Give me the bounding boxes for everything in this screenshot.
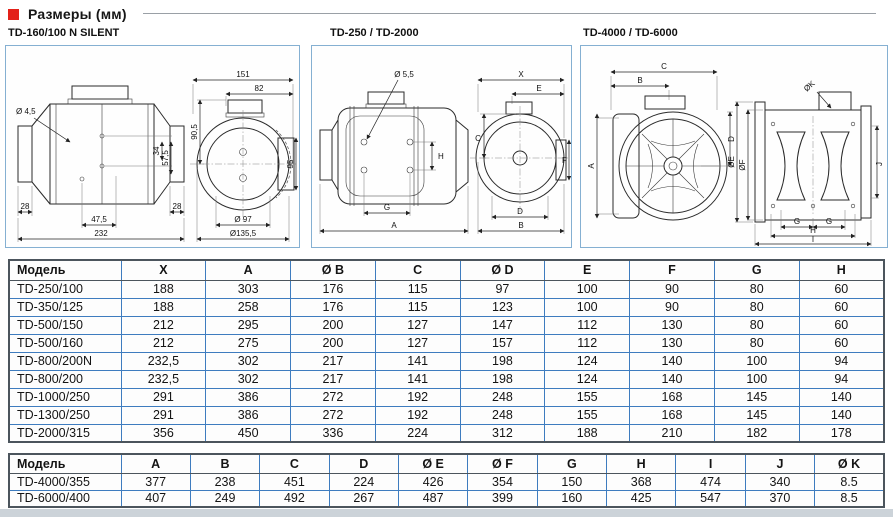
value-cell: 127: [375, 316, 460, 334]
value-cell: 312: [460, 424, 545, 442]
value-cell: 407: [121, 490, 190, 507]
table-header-row: [9, 260, 884, 280]
value-cell: 150: [537, 473, 606, 490]
value-cell: 377: [121, 473, 190, 490]
td4000-side-view: [727, 78, 884, 246]
table-row: [9, 370, 884, 388]
value-cell: 295: [206, 316, 291, 334]
value-cell: 450: [206, 424, 291, 442]
dim-label-f: ØF: [738, 159, 747, 171]
dimension-column-header: A: [206, 260, 291, 280]
value-cell: 100: [545, 280, 630, 298]
value-cell: 176: [291, 298, 376, 316]
value-cell: 8.5: [815, 490, 884, 507]
table-row: [9, 490, 884, 507]
value-cell: 188: [121, 298, 206, 316]
value-cell: 90: [630, 280, 715, 298]
model-cell: TD-350/125: [9, 298, 121, 316]
value-cell: 60: [799, 280, 884, 298]
value-cell: 212: [121, 316, 206, 334]
dimension-column-header: I: [676, 454, 745, 473]
value-cell: 291: [121, 406, 206, 424]
dim-label-height-right: 95: [286, 159, 295, 169]
value-cell: 198: [460, 370, 545, 388]
drawing-box-td160: [5, 45, 300, 248]
value-cell: 155: [545, 388, 630, 406]
dimension-column-header: C: [375, 260, 460, 280]
model-column-header: Модель: [9, 454, 121, 473]
value-cell: 232,5: [121, 352, 206, 370]
dimension-column-header: X: [121, 260, 206, 280]
value-cell: 178: [799, 424, 884, 442]
value-cell: 140: [799, 406, 884, 424]
model-cell: TD-250/100: [9, 280, 121, 298]
dimension-column-header: H: [799, 260, 884, 280]
dim-label-duct-right: 28: [172, 202, 182, 211]
dimension-column-header: D: [329, 454, 398, 473]
value-cell: 291: [121, 388, 206, 406]
value-cell: 127: [375, 334, 460, 352]
value-cell: 124: [545, 370, 630, 388]
value-cell: 97: [460, 280, 545, 298]
value-cell: 100: [714, 352, 799, 370]
value-cell: 492: [260, 490, 329, 507]
dim-label-f: F: [562, 156, 567, 165]
dim-label-v-inner: 34: [152, 146, 161, 156]
dimension-column-header: G: [537, 454, 606, 473]
model-cell: TD-4000/355: [9, 473, 121, 490]
value-cell: 115: [375, 280, 460, 298]
value-cell: 336: [291, 424, 376, 442]
dim-label-k: ØK: [802, 78, 817, 94]
value-cell: 182: [714, 424, 799, 442]
table-row: [9, 406, 884, 424]
value-cell: 192: [375, 406, 460, 424]
model-cell: TD-800/200N: [9, 352, 121, 370]
dim-label-b: B: [637, 76, 643, 85]
dim-label-v-outer: 57,5: [161, 150, 170, 166]
dimension-column-header: Ø K: [815, 454, 884, 473]
dim-label-a: A: [391, 221, 397, 230]
value-cell: 168: [630, 388, 715, 406]
value-cell: 356: [121, 424, 206, 442]
value-cell: 124: [545, 352, 630, 370]
drawing-title-td4000-6000: TD-4000 / TD-6000: [583, 27, 678, 39]
dimension-column-header: H: [607, 454, 676, 473]
value-cell: 232,5: [121, 370, 206, 388]
value-cell: 272: [291, 406, 376, 424]
value-cell: 386: [206, 388, 291, 406]
td160-front-view: [190, 70, 296, 242]
value-cell: 248: [460, 388, 545, 406]
value-cell: 217: [291, 370, 376, 388]
table-row: [9, 352, 884, 370]
value-cell: 198: [460, 352, 545, 370]
dim-label-c: C: [661, 62, 667, 71]
value-cell: 176: [291, 280, 376, 298]
value-cell: 80: [714, 280, 799, 298]
section-rule: [143, 13, 876, 14]
dimension-column-header: B: [190, 454, 259, 473]
table-row: [9, 334, 884, 352]
table-row: [9, 388, 884, 406]
dim-label-c: C: [475, 134, 481, 143]
dimension-column-header: A: [121, 454, 190, 473]
dim-label-hole-spacing: 47,5: [91, 215, 107, 224]
value-cell: 60: [799, 298, 884, 316]
dimension-column-header: Ø D: [460, 260, 545, 280]
dim-label-top-width: 151: [236, 70, 250, 79]
value-cell: 94: [799, 352, 884, 370]
table-row: [9, 473, 884, 490]
td250-front-view: [470, 70, 569, 234]
dim-label-a: A: [587, 163, 596, 169]
dim-label-h: H: [810, 226, 816, 235]
dim-label-e: E: [536, 84, 542, 93]
technical-drawing-td160: [6, 46, 299, 247]
drawing-box-td4000-6000: [580, 45, 888, 248]
table-row: [9, 316, 884, 334]
value-cell: 188: [545, 424, 630, 442]
model-cell: TD-800/200: [9, 370, 121, 388]
value-cell: 130: [630, 316, 715, 334]
value-cell: 258: [206, 298, 291, 316]
value-cell: 140: [630, 352, 715, 370]
model-column-header: Модель: [9, 260, 121, 280]
td160-side-view: [16, 86, 184, 242]
dim-label-j: J: [875, 162, 884, 166]
td250-side-view: [320, 70, 468, 234]
value-cell: 168: [630, 406, 715, 424]
value-cell: 547: [676, 490, 745, 507]
value-cell: 302: [206, 352, 291, 370]
value-cell: 112: [545, 334, 630, 352]
section-bullet-icon: [8, 9, 19, 20]
dimension-column-header: Ø F: [468, 454, 537, 473]
technical-drawing-td4000-6000: [581, 46, 887, 247]
value-cell: 145: [714, 388, 799, 406]
model-cell: TD-500/160: [9, 334, 121, 352]
td4000-front-view: [587, 62, 736, 220]
dimension-column-header: F: [630, 260, 715, 280]
value-cell: 224: [375, 424, 460, 442]
value-cell: 188: [121, 280, 206, 298]
value-cell: 399: [468, 490, 537, 507]
value-cell: 217: [291, 352, 376, 370]
table-row: [9, 298, 884, 316]
dim-label-inner-dia: Ø 97: [234, 215, 252, 224]
value-cell: 94: [799, 370, 884, 388]
value-cell: 147: [460, 316, 545, 334]
value-cell: 8.5: [815, 473, 884, 490]
value-cell: 354: [468, 473, 537, 490]
dim-label-i: I: [811, 235, 815, 244]
value-cell: 368: [607, 473, 676, 490]
dim-label-top-offset: 82: [254, 84, 264, 93]
value-cell: 192: [375, 388, 460, 406]
value-cell: 451: [260, 473, 329, 490]
value-cell: 80: [714, 316, 799, 334]
value-cell: 200: [291, 316, 376, 334]
dimensions-table-td4000-td6000: [8, 453, 885, 508]
technical-drawing-td250-2000: [312, 46, 571, 247]
value-cell: 224: [329, 473, 398, 490]
model-cell: TD-6000/400: [9, 490, 121, 507]
dim-label-g2: G: [825, 217, 833, 226]
value-cell: 157: [460, 334, 545, 352]
dim-label-duct-left: 28: [20, 202, 30, 211]
value-cell: 140: [630, 370, 715, 388]
dimensions-table-td250-td2000: [8, 259, 885, 443]
dim-label-height-left: 90,5: [190, 124, 199, 140]
value-cell: 100: [714, 370, 799, 388]
value-cell: 80: [714, 298, 799, 316]
value-cell: 267: [329, 490, 398, 507]
value-cell: 210: [630, 424, 715, 442]
value-cell: 90: [630, 298, 715, 316]
value-cell: 140: [799, 388, 884, 406]
dimension-column-header: Ø E: [398, 454, 467, 473]
value-cell: 112: [545, 316, 630, 334]
dim-label-x: X: [518, 70, 524, 79]
dimension-column-header: Ø B: [291, 260, 376, 280]
drawing-box-td250-2000: [311, 45, 572, 248]
value-cell: 386: [206, 406, 291, 424]
value-cell: 340: [745, 473, 814, 490]
dim-label-e: ØE: [727, 156, 736, 168]
value-cell: 370: [745, 490, 814, 507]
value-cell: 249: [190, 490, 259, 507]
dim-label-hole-dia: Ø 4,5: [16, 107, 36, 116]
value-cell: 60: [799, 316, 884, 334]
dim-label-flange-dia: Ø135,5: [229, 229, 257, 238]
value-cell: 248: [460, 406, 545, 424]
dim-label-g1: G: [793, 217, 801, 226]
value-cell: 275: [206, 334, 291, 352]
drawing-title-td250-2000: TD-250 / TD-2000: [330, 27, 419, 39]
value-cell: 272: [291, 388, 376, 406]
dimension-column-header: E: [545, 260, 630, 280]
value-cell: 302: [206, 370, 291, 388]
model-cell: TD-500/150: [9, 316, 121, 334]
value-cell: 80: [714, 334, 799, 352]
value-cell: 303: [206, 280, 291, 298]
dimension-column-header: J: [745, 454, 814, 473]
value-cell: 487: [398, 490, 467, 507]
page-bottom-strip: [0, 509, 893, 517]
dim-label-d: D: [727, 136, 736, 142]
section-title: Размеры (мм): [28, 6, 127, 22]
dim-label-g: G: [383, 203, 391, 212]
value-cell: 212: [121, 334, 206, 352]
value-cell: 145: [714, 406, 799, 424]
value-cell: 141: [375, 370, 460, 388]
dimension-column-header: G: [714, 260, 799, 280]
model-cell: TD-1300/250: [9, 406, 121, 424]
value-cell: 115: [375, 298, 460, 316]
value-cell: 123: [460, 298, 545, 316]
value-cell: 155: [545, 406, 630, 424]
model-cell: TD-2000/315: [9, 424, 121, 442]
value-cell: 238: [190, 473, 259, 490]
dim-label-overall-length: 232: [94, 229, 108, 238]
value-cell: 200: [291, 334, 376, 352]
value-cell: 160: [537, 490, 606, 507]
value-cell: 60: [799, 334, 884, 352]
dim-label-hole-dia: Ø 5,5: [394, 70, 414, 79]
value-cell: 474: [676, 473, 745, 490]
dim-label-d: D: [517, 207, 523, 216]
value-cell: 141: [375, 352, 460, 370]
value-cell: 100: [545, 298, 630, 316]
model-cell: TD-1000/250: [9, 388, 121, 406]
section-header: [8, 6, 127, 22]
table-row: [9, 424, 884, 442]
dimension-column-header: C: [260, 454, 329, 473]
drawing-title-td160: TD-160/100 N SILENT: [8, 27, 120, 39]
dim-label-b: B: [518, 221, 524, 230]
value-cell: 130: [630, 334, 715, 352]
dim-label-h: H: [438, 152, 444, 161]
table-row: [9, 280, 884, 298]
value-cell: 425: [607, 490, 676, 507]
value-cell: 426: [398, 473, 467, 490]
table-header-row: [9, 454, 884, 473]
